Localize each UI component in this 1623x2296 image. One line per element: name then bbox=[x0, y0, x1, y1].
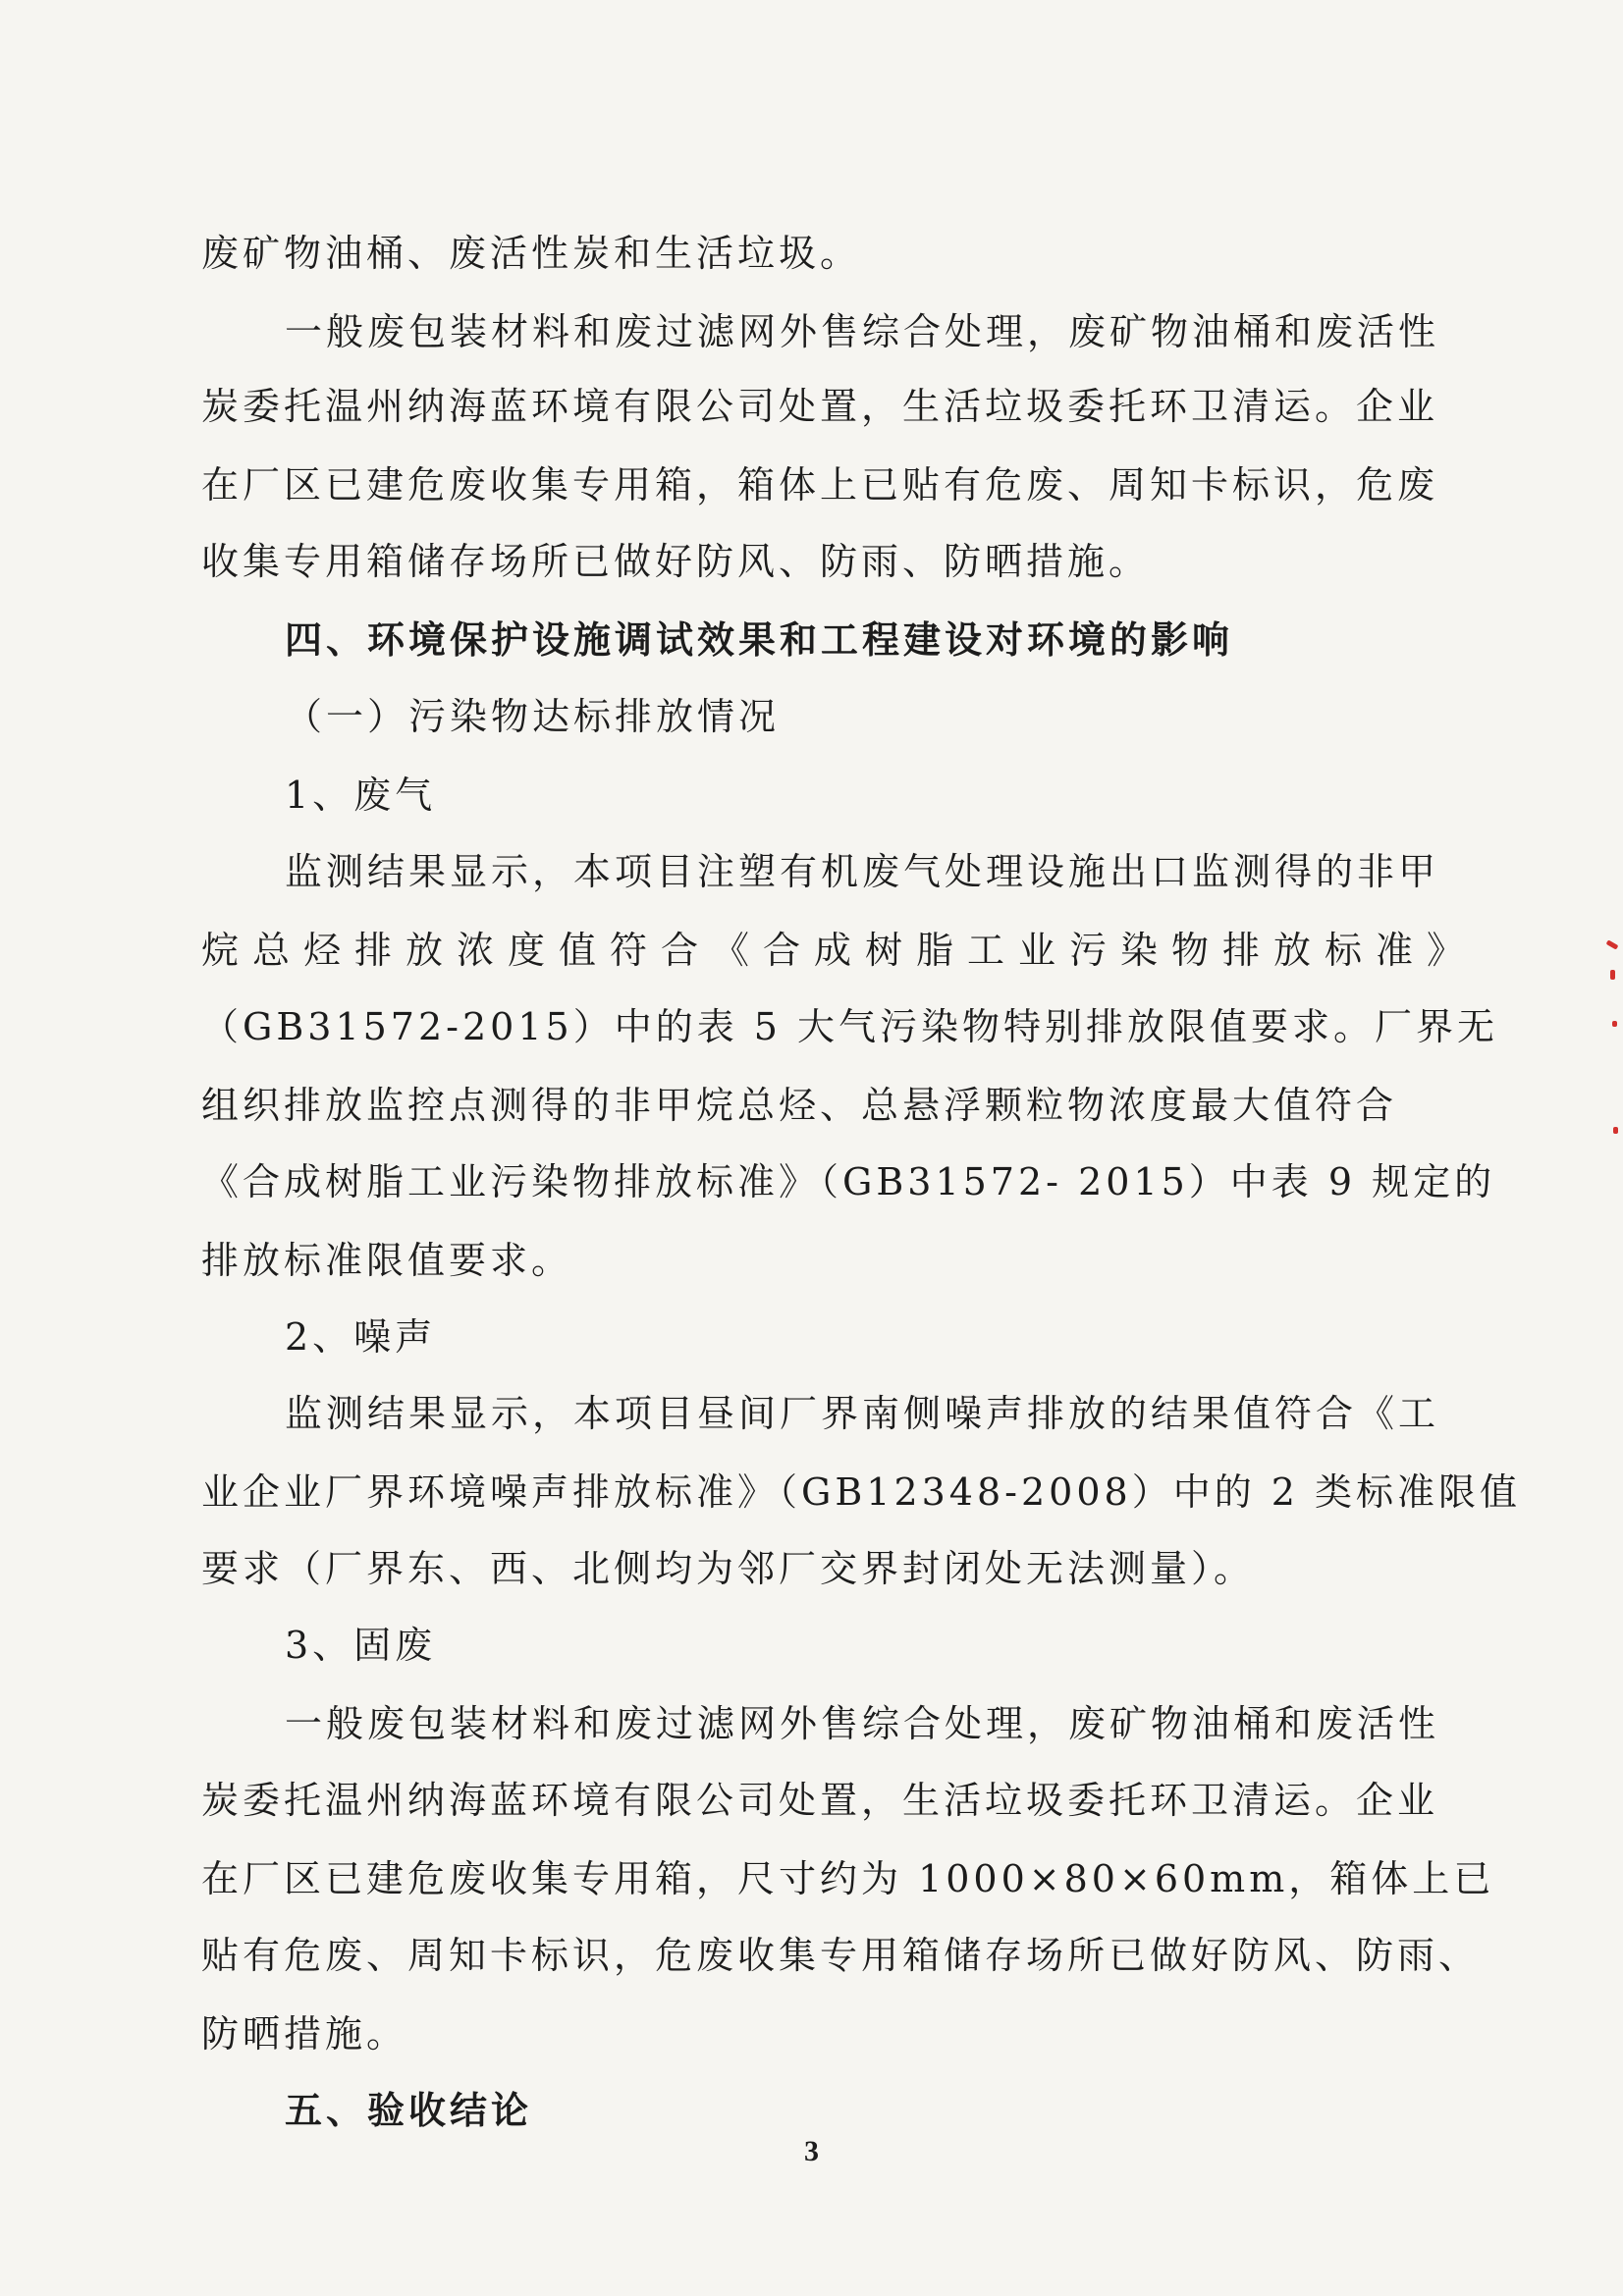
item-heading: 2、噪声 bbox=[285, 1315, 437, 1359]
paragraph-line: 废矿物油桶、废活性炭和生活垃圾。 bbox=[201, 232, 862, 275]
paragraph-line: 在厂区已建危废收集专用箱，尺寸约为 1000×80×60mm，箱体上已 bbox=[201, 1857, 1495, 1900]
subsection-heading: （一）污染物达标排放情况 bbox=[285, 695, 781, 738]
paragraph-line: 炭委托温州纳海蓝环境有限公司处置，生活垃圾委托环卫清运。企业 bbox=[201, 1779, 1439, 1822]
item-heading: 3、固废 bbox=[285, 1624, 437, 1667]
paragraph-line: 《合成树脂工业污染物排放标准》（GB31572- 2015）中表 9 规定的 bbox=[201, 1160, 1496, 1203]
paragraph-line: （GB31572-2015）中的表 5 大气污染物特别排放限值要求。厂界无 bbox=[201, 1005, 1499, 1048]
paragraph-line: 要求（厂界东、西、北侧均为邻厂交界封闭处无法测量）。 bbox=[201, 1547, 1256, 1590]
paragraph-line: 在厂区已建危废收集专用箱，箱体上已贴有危废、周知卡标识，危废 bbox=[201, 463, 1439, 507]
margin-mark bbox=[1606, 939, 1619, 949]
page-number: 3 bbox=[804, 2135, 819, 2167]
section-heading: 五、验收结论 bbox=[285, 2088, 533, 2132]
item-heading: 1、废气 bbox=[285, 774, 437, 817]
paragraph-line: 业企业厂界环境噪声排放标准》（GB12348-2008）中的 2 类标准限值 bbox=[201, 1470, 1522, 1514]
paragraph-line: 防晒措施。 bbox=[201, 2012, 408, 2056]
paragraph-line: 一般废包装材料和废过滤网外售综合处理，废矿物油桶和废活性 bbox=[285, 1702, 1440, 1745]
section-heading: 四、环境保护设施调试效果和工程建设对环境的影响 bbox=[285, 617, 1234, 662]
margin-mark bbox=[1612, 1021, 1617, 1027]
paragraph-line: 排放标准限值要求。 bbox=[201, 1239, 573, 1282]
paragraph-line: 烷总烃排放浓度值符合《合成树脂工业污染物排放标准》 bbox=[201, 929, 1479, 972]
paragraph-line: 一般废包装材料和废过滤网外售综合处理，废矿物油桶和废活性 bbox=[285, 310, 1440, 353]
margin-mark bbox=[1610, 970, 1615, 980]
margin-mark bbox=[1613, 1127, 1618, 1134]
paragraph-line: 监测结果显示，本项目注塑有机废气处理设施出口监测得的非甲 bbox=[285, 850, 1440, 893]
paragraph-line: 监测结果显示，本项目昼间厂界南侧噪声排放的结果值符合《工 bbox=[285, 1392, 1440, 1435]
paragraph-line: 炭委托温州纳海蓝环境有限公司处置，生活垃圾委托环卫清运。企业 bbox=[201, 385, 1439, 428]
paragraph-line: 组织排放监控点测得的非甲烷总烃、总悬浮颗粒物浓度最大值符合 bbox=[201, 1084, 1398, 1127]
paragraph-line: 贴有危废、周知卡标识，危废收集专用箱储存场所已做好防风、防雨、 bbox=[201, 1934, 1481, 1977]
paragraph-line: 收集专用箱储存场所已做好防风、防雨、防晒措施。 bbox=[201, 540, 1151, 583]
